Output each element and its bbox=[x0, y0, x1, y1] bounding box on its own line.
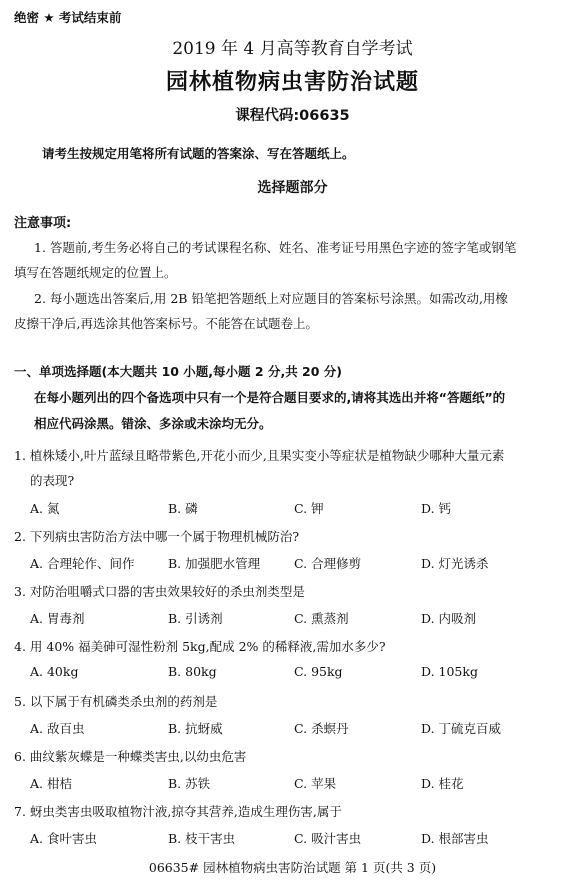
question-3-option-b: B. 引诱剂 bbox=[168, 611, 223, 626]
question-2-option-b: B. 加强肥水管理 bbox=[168, 556, 261, 571]
question-1-option-b: B. 磷 bbox=[168, 501, 198, 516]
question-5-stem: 5. 以下属于有机磷类杀虫剂的药剂是 bbox=[14, 694, 218, 709]
question-4-option-c: C. 95kg bbox=[294, 664, 343, 679]
question-4-option-b: B. 80kg bbox=[168, 664, 217, 679]
question-2-option-c: C. 合理修剪 bbox=[294, 556, 362, 571]
note-2-line-1: 2. 每小题选出答案后,用 2B 铅笔把答题纸上对应题目的答案标号涂黑。如需改动,用橡 bbox=[34, 291, 508, 306]
question-7-option-a: A. 食叶害虫 bbox=[30, 831, 97, 846]
page-footer: 06635# 园林植物病虫害防治试题 第 1 页(共 3 页) bbox=[148, 860, 437, 875]
question-7-option-d: D. 根部害虫 bbox=[421, 831, 489, 846]
question-7-option-b: B. 枝干害虫 bbox=[168, 831, 236, 846]
question-1-option-d: D. 钙 bbox=[421, 501, 452, 516]
question-1-option-c: C. 钾 bbox=[294, 501, 324, 516]
question-1-stem-line-2: 的表现? bbox=[30, 473, 75, 488]
confidential-label: 绝密 ★ 考试结束前 bbox=[14, 10, 122, 25]
notes-title: 注意事项: bbox=[14, 216, 72, 231]
part1-heading: 一、单项选择题(本大题共 10 小题,每小题 2 分,共 20 分) bbox=[14, 364, 343, 379]
question-5-option-c: C. 杀螟丹 bbox=[294, 721, 349, 736]
question-1-option-a: A. 氮 bbox=[30, 501, 60, 516]
question-5-option-b: B. 抗蚜威 bbox=[168, 721, 223, 736]
note-1-line-1: 1. 答题前,考生务必将自己的考试课程名称、姓名、准考证号用黑色字迹的签字笔或钢笔 bbox=[34, 240, 517, 255]
note-1-line-2: 填写在答题纸规定的位置上。 bbox=[14, 265, 177, 280]
question-5-option-d: D. 丁硫克百威 bbox=[421, 721, 502, 736]
question-2-stem: 2. 下列病虫害防治方法中哪一个属于物理机械防治? bbox=[14, 529, 300, 544]
question-6-option-a: A. 柑桔 bbox=[30, 776, 72, 791]
question-4-option-a: A. 40kg bbox=[30, 664, 79, 679]
question-7-option-c: C. 吸汁害虫 bbox=[294, 831, 362, 846]
question-6-option-d: D. 桂花 bbox=[421, 776, 464, 791]
question-6-option-c: C. 苹果 bbox=[294, 776, 337, 791]
question-3-option-a: A. 胃毒剂 bbox=[30, 611, 85, 626]
question-2-option-a: A. 合理轮作、间作 bbox=[30, 556, 135, 571]
course-code: 课程代码:06635 bbox=[235, 108, 350, 124]
part1-desc-line-2: 相应代码涂黑。错涂、多涂或未涂均无分。 bbox=[34, 416, 272, 431]
question-4-option-d: D. 105kg bbox=[421, 664, 478, 679]
question-4-stem: 4. 用 40% 福美砷可湿性粉剂 5kg,配成 2% 的稀释液,需加水多少? bbox=[14, 639, 386, 654]
page-title: 园林植物病虫害防治试题 bbox=[165, 70, 419, 95]
question-1-stem-line-1: 1. 植株矮小,叶片蓝绿且略带紫色,开花小而少,且果实变小等症状是植物缺少哪种大量元素 bbox=[14, 448, 505, 463]
question-5-option-a: A. 敌百虫 bbox=[30, 721, 85, 736]
question-3-option-d: D. 内吸剂 bbox=[421, 611, 477, 626]
question-3-stem: 3. 对防治咀嚼式口器的害虫效果较好的杀虫剂类型是 bbox=[14, 584, 305, 599]
question-6-stem: 6. 曲纹紫灰蝶是一种蝶类害虫,以幼虫危害 bbox=[14, 749, 247, 764]
part1-desc-line-1: 在每小题列出的四个备选项中只有一个是符合题目要求的,请将其选出并将“答题纸”的 bbox=[34, 390, 506, 405]
section-title: 选择题部分 bbox=[257, 180, 328, 196]
note-2-line-2: 皮擦干净后,再选涂其他答案标号。不能答在试题卷上。 bbox=[14, 316, 318, 331]
question-3-option-c: C. 熏蒸剂 bbox=[294, 611, 349, 626]
question-7-stem: 7. 蚜虫类害虫吸取植物汁液,掠夺其营养,造成生理伤害,属于 bbox=[14, 804, 342, 819]
exam-name: 2019 年 4 月高等教育自学考试 bbox=[172, 39, 413, 59]
question-2-option-d: D. 灯光诱杀 bbox=[421, 556, 489, 571]
question-6-option-b: B. 苏铁 bbox=[168, 776, 211, 791]
answer-instruction: 请考生按规定用笔将所有试题的答案涂、写在答题纸上。 bbox=[42, 146, 355, 161]
